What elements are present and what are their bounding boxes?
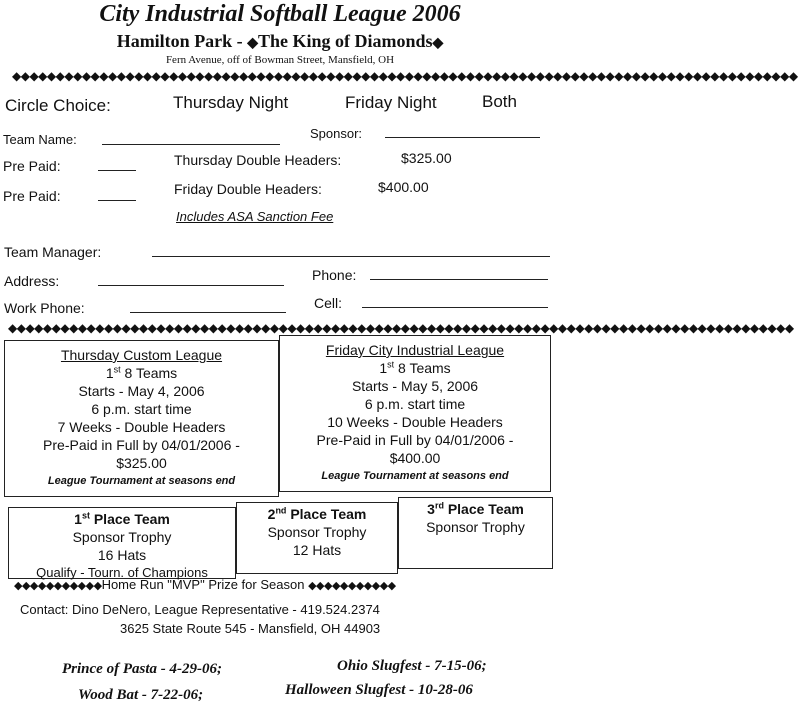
thursday-tournament: League Tournament at seasons end — [47, 475, 236, 487]
sponsor-label: Sponsor: — [310, 126, 363, 141]
park-subtitle — [0, 31, 560, 54]
third-place-title — [427, 500, 524, 518]
contact-line-2: 3625 State Route 545 - Mansfield, OH 44903 — [120, 621, 381, 636]
thursday-dh-label: Thursday Double Headers: — [174, 152, 342, 168]
event-ohio-slugfest: Ohio Slugfest - 7-15-06; — [337, 658, 487, 674]
friday-league-title: Friday City Industrial League — [325, 342, 505, 358]
address-line: Fern Avenue, off of Bowman Street, Mansfield, OH — [165, 54, 395, 66]
homerun-text: Home Run "MVP" Prize for Season — [101, 577, 305, 592]
thursday-prepaid: Pre-Paid in Full by 04/01/2006 - — [43, 437, 240, 453]
first-place-line: Sponsor Trophy — [72, 529, 172, 545]
second-place-line: Sponsor Trophy — [267, 524, 367, 540]
thursday-teams-sup: st — [113, 364, 121, 375]
thursday-dh-price: $325.00 — [401, 150, 452, 166]
first-place-title — [74, 510, 170, 528]
prepaid-label-2: Pre Paid: — [3, 188, 61, 204]
event-wood-bat: Wood Bat - 7-22-06; — [78, 687, 204, 703]
third-place-details — [398, 500, 553, 536]
choice-both[interactable]: Both — [482, 92, 517, 111]
second-place-rest: Place Team — [286, 506, 367, 522]
thursday-teams-num: 1 — [105, 365, 114, 381]
friday-tournament: League Tournament at seasons end — [321, 470, 509, 482]
thursday-teams — [106, 364, 177, 382]
second-place-sup: nd — [275, 505, 287, 516]
friday-amount: $400.00 — [389, 450, 441, 466]
thursday-league-details — [4, 346, 279, 490]
friday-weeks: 10 Weeks - Double Headers — [327, 414, 503, 430]
first-place-num: 1 — [74, 511, 82, 527]
work-phone-field[interactable] — [130, 312, 286, 313]
second-place-details — [236, 505, 398, 559]
team-name-label: Team Name: — [3, 132, 77, 147]
homerun-diamonds-left: ◆◆◆◆◆◆◆◆◆◆◆ — [14, 580, 102, 592]
cell-field[interactable] — [362, 307, 548, 308]
friday-teams-sup: st — [387, 359, 395, 370]
friday-teams-num: 1 — [379, 360, 388, 376]
choice-thursday[interactable]: Thursday Night — [173, 93, 289, 112]
second-place-num: 2 — [267, 506, 276, 522]
thursday-time: 6 p.m. start time — [91, 401, 192, 417]
third-place-num: 3 — [427, 501, 435, 517]
first-place-sup: st — [81, 510, 90, 521]
prepaid-field-1[interactable] — [98, 170, 136, 171]
league-title: City Industrial Softball League 2006 — [99, 1, 461, 27]
second-place-title — [268, 505, 367, 523]
team-manager-field[interactable] — [152, 256, 550, 257]
third-place-rest: Place Team — [443, 501, 524, 517]
diamond-icon: ◆ — [247, 36, 258, 51]
contact-line-1: Contact: Dino DeNero, League Representative - 419.524.2374 — [20, 602, 380, 617]
friday-starts: Starts - May 5, 2006 — [351, 378, 479, 394]
thursday-teams-rest: 8 Teams — [120, 365, 178, 381]
sponsor-field[interactable] — [385, 137, 540, 138]
friday-time: 6 p.m. start time — [364, 396, 466, 412]
prepaid-field-2[interactable] — [98, 200, 136, 201]
cell-label: Cell: — [314, 295, 343, 311]
friday-dh-price: $400.00 — [378, 179, 429, 195]
second-place-line: 12 Hats — [292, 542, 342, 558]
friday-teams-rest: 8 Teams — [394, 360, 451, 376]
friday-league-details — [279, 341, 551, 485]
first-place-details — [8, 510, 236, 582]
friday-dh-label: Friday Double Headers: — [174, 181, 322, 197]
third-place-sup: rd — [434, 500, 444, 511]
prepaid-label-1: Pre Paid: — [3, 158, 61, 174]
work-phone-label: Work Phone: — [4, 300, 85, 316]
event-halloween-slugfest: Halloween Slugfest - 10-28-06 — [285, 682, 473, 698]
team-manager-label: Team Manager: — [4, 244, 102, 260]
team-name-field[interactable] — [102, 144, 280, 145]
park-tagline: The King of Diamonds — [257, 31, 433, 51]
thursday-amount: $325.00 — [116, 455, 167, 471]
circle-choice-label: Circle Choice: — [5, 96, 111, 115]
event-prince-of-pasta: Prince of Pasta - 4-29-06; — [62, 661, 222, 677]
choice-friday[interactable]: Friday Night — [345, 93, 437, 112]
divider-diamonds-middle: ◆◆◆◆◆◆◆◆◆◆◆◆◆◆◆◆◆◆◆◆◆◆◆◆◆◆◆◆◆◆◆◆◆◆◆◆◆◆◆◆◆◆◆◆◆◆◆◆◆◆◆◆◆◆◆◆◆◆◆◆◆◆◆◆◆◆◆◆◆◆◆◆◆◆◆◆◆◆◆◆◆◆◆◆◆◆◆◆◆◆ — [8, 321, 794, 335]
address-field[interactable] — [98, 285, 284, 286]
phone-label: Phone: — [312, 267, 357, 283]
thursday-league-title: Thursday Custom League — [60, 347, 223, 363]
diamond-icon: ◆ — [432, 36, 444, 51]
friday-prepaid: Pre-Paid in Full by 04/01/2006 - — [316, 432, 514, 448]
phone-field[interactable] — [370, 279, 548, 280]
asa-note: Includes ASA Sanction Fee — [176, 209, 334, 224]
homerun-diamonds-right: ◆◆◆◆◆◆◆◆◆◆◆ — [308, 580, 396, 592]
first-place-line: Qualify - Tourn. of Champions — [36, 565, 208, 580]
friday-teams — [379, 359, 450, 377]
homerun-line — [14, 577, 396, 594]
first-place-rest: Place Team — [89, 511, 170, 527]
third-place-line: Sponsor Trophy — [426, 519, 525, 535]
park-name: Hamilton Park - — [116, 31, 248, 51]
divider-diamonds-top: ◆◆◆◆◆◆◆◆◆◆◆◆◆◆◆◆◆◆◆◆◆◆◆◆◆◆◆◆◆◆◆◆◆◆◆◆◆◆◆◆◆◆◆◆◆◆◆◆◆◆◆◆◆◆◆◆◆◆◆◆◆◆◆◆◆◆◆◆◆◆◆◆◆◆◆◆◆◆◆◆◆◆◆◆◆◆◆◆◆◆ — [12, 69, 798, 83]
thursday-weeks: 7 Weeks - Double Headers — [57, 419, 226, 435]
first-place-line: 16 Hats — [97, 547, 147, 563]
thursday-starts: Starts - May 4, 2006 — [78, 383, 205, 399]
address-label: Address: — [4, 273, 60, 289]
